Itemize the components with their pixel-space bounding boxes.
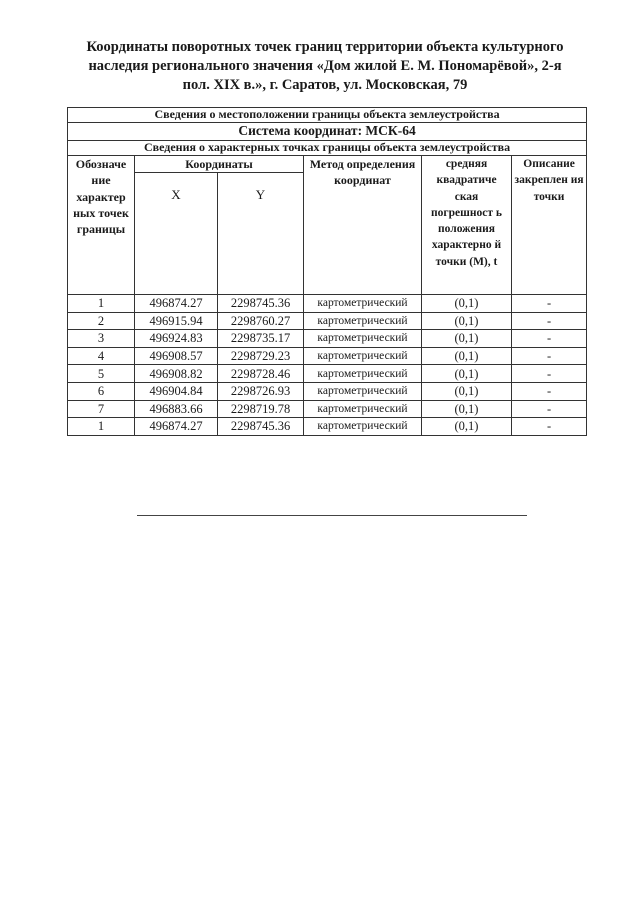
y-cell: 2298760.27 [218,312,304,330]
description-cell: - [512,418,587,436]
coordinates-header: Координаты [135,156,304,173]
x-cell: 496883.66 [135,400,218,418]
y-cell: 2298726.93 [218,382,304,400]
y-cell: 2298745.36 [218,295,304,313]
description-cell: - [512,382,587,400]
point-cell: 1 [68,295,135,313]
y-header: Y [218,173,304,295]
x-cell: 496874.27 [135,295,218,313]
y-cell: 2298729.23 [218,347,304,365]
description-cell: - [512,312,587,330]
rmse-cell: (0,1) [422,330,512,348]
point-cell: 4 [68,347,135,365]
x-cell: 496908.82 [135,365,218,383]
point-cell: 7 [68,400,135,418]
table-row [68,418,587,436]
rmse-cell: (0,1) [422,365,512,383]
title-line-2: наследия регионального значения «Дом жилой Е. М. Пономарёвой», 2-я [88,58,562,74]
description-cell: - [512,330,587,348]
y-cell: 2298719.78 [218,400,304,418]
rmse-cell: (0,1) [422,418,512,436]
boundary-points-table [67,107,587,436]
x-header: X [135,173,218,295]
method-cell: картометрический [304,365,422,383]
method-cell: картометрический [304,330,422,348]
rmse-cell: (0,1) [422,312,512,330]
description-cell: - [512,295,587,313]
table-section-row [68,123,587,141]
rmse-cell: (0,1) [422,400,512,418]
x-cell: 496915.94 [135,312,218,330]
point-cell: 6 [68,382,135,400]
description-header: Описание закреплен ия точки [512,156,587,295]
description-cell: - [512,347,587,365]
title-line-3: пол. XIX в.», г. Саратов, ул. Московская, 79 [182,77,468,93]
table-header-row [68,156,587,173]
method-cell: картометрический [304,295,422,313]
method-cell: картометрический [304,312,422,330]
point-cell: 1 [68,418,135,436]
x-cell: 496924.83 [135,330,218,348]
table-section-row [68,108,587,123]
y-cell: 2298745.36 [218,418,304,436]
point-cell: 3 [68,330,135,348]
x-cell: 496874.27 [135,418,218,436]
coordinate-system-heading: Система координат: МСК-64 [68,123,587,141]
table-row [68,347,587,365]
description-cell: - [512,400,587,418]
section-points-heading: Сведения о характерных точках границы объекта землеустройства [68,141,587,156]
y-cell: 2298735.17 [218,330,304,348]
rmse-cell: (0,1) [422,347,512,365]
method-header: Метод определения координат [304,156,422,295]
method-cell: картометрический [304,382,422,400]
point-cell: 2 [68,312,135,330]
separator-line [137,515,527,516]
table-row [68,365,587,383]
method-cell: картометрический [304,418,422,436]
rmse-cell: (0,1) [422,295,512,313]
x-cell: 496908.57 [135,347,218,365]
table-row [68,382,587,400]
table-section-row [68,141,587,156]
title-line-1: Координаты поворотных точек границ территории объекта культурного [86,39,564,55]
table-row [68,400,587,418]
table-row [68,330,587,348]
rmse-cell: (0,1) [422,382,512,400]
x-cell: 496904.84 [135,382,218,400]
section-location-heading: Сведения о местоположении границы объекта землеустройства [68,108,587,123]
description-cell: - [512,365,587,383]
y-cell: 2298728.46 [218,365,304,383]
point-cell: 5 [68,365,135,383]
table-row [68,312,587,330]
method-cell: картометрический [304,400,422,418]
rmse-header: средняя квадратиче ская погрешност ь положения характерно й точки (М), t [422,156,512,295]
document-title [60,38,590,95]
method-cell: картометрический [304,347,422,365]
point-designation-header: Обозначе ние характер ных точек границы [68,156,135,295]
table-row [68,295,587,313]
